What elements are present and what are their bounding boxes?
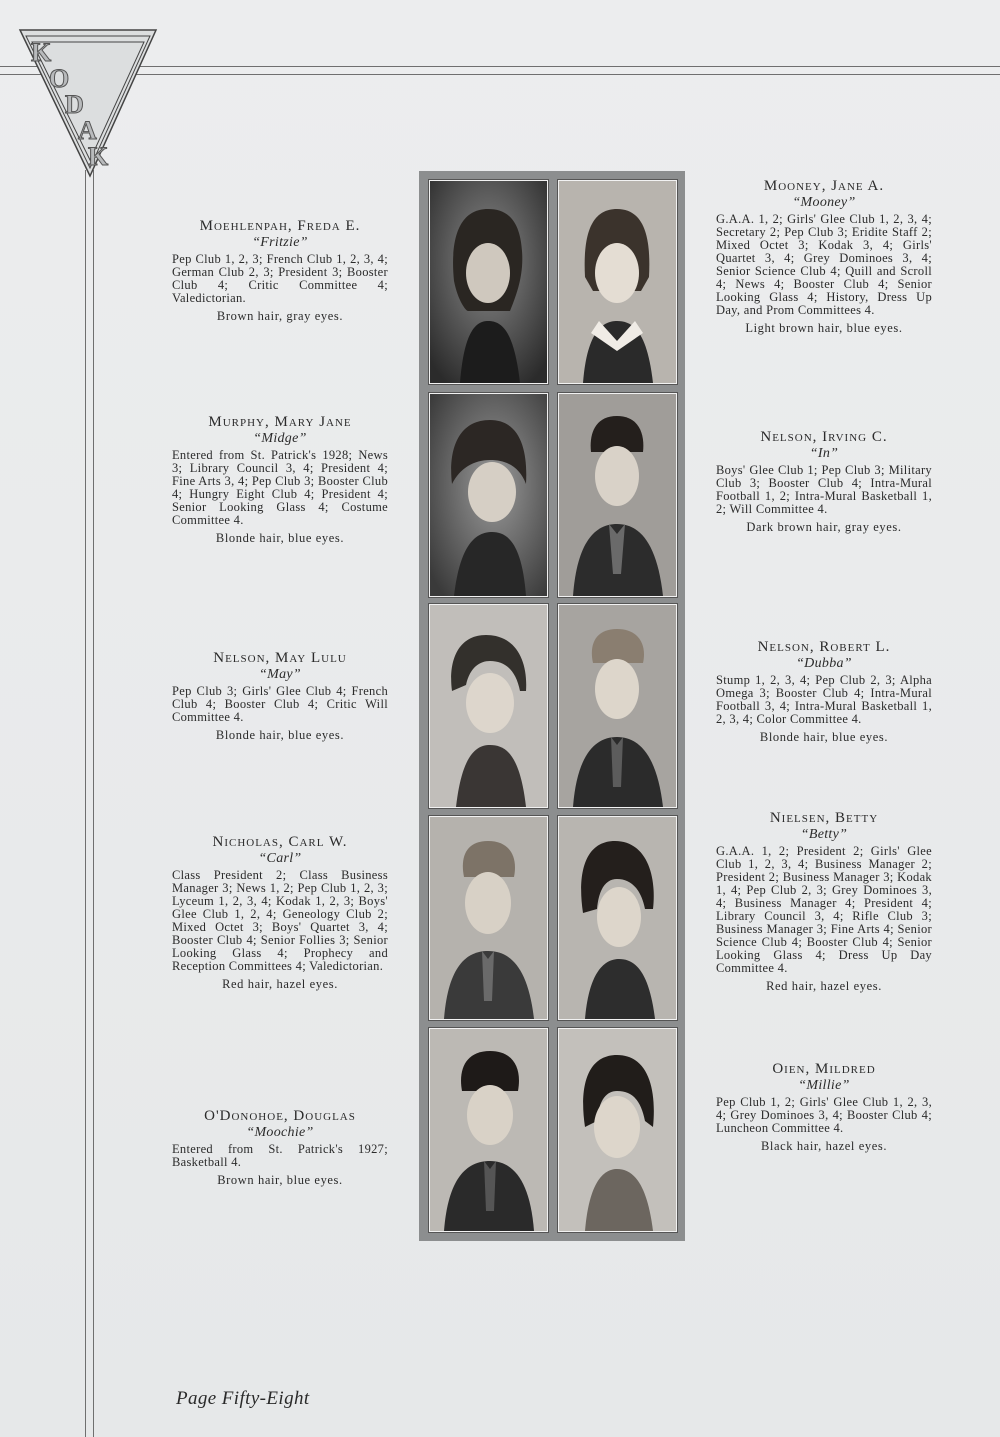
student-name: Oien, Mildred xyxy=(772,1061,876,1077)
page-number: Page Fifty-Eight xyxy=(176,1388,310,1409)
portrait-nelson-robert xyxy=(558,604,677,808)
student-nickname: “May” xyxy=(259,667,301,682)
student-activities: Entered from St. Patrick's 1927; Basketball 4. xyxy=(172,1142,388,1169)
portrait-image xyxy=(559,817,676,1019)
portrait-murphy xyxy=(429,393,548,597)
portrait-image xyxy=(559,605,676,807)
student-name: Mooney, Jane A. xyxy=(763,178,885,194)
portrait-odonohoe xyxy=(429,1028,548,1232)
student-name: O'Donohoe, Douglas xyxy=(204,1108,356,1124)
student-nickname: “Mooney” xyxy=(792,195,856,210)
logo-letter-a: A xyxy=(78,116,97,145)
portrait-nicholas xyxy=(429,816,548,1020)
portrait-moehlenpah xyxy=(429,180,548,384)
portrait-image xyxy=(559,181,676,383)
student-activities: Pep Club 3; Girls' Glee Club 4; French Club 4; Booster Club 4; Critic Will Committee 4. xyxy=(172,684,388,724)
student-nickname: “Millie” xyxy=(798,1078,850,1093)
portrait-image xyxy=(430,817,547,1019)
portrait-image xyxy=(430,394,547,596)
portrait-nelson-irving xyxy=(558,393,677,597)
student-activities: G.A.A. 1, 2; Girls' Glee Club 1, 2, 3, 4; Secretary 2; Pep Club 3; Eridite Staff 2; Mixed Octet 3; Kodak 3, 4; Girls' Quartet 3, 4; Grey Dominoes 3, 4; Senior Science Club 4; Quill and Scroll 4; News 4; Booster Club 4; Senior Looking Glass 4; History, Dress Up Day, and Prom Committees 4. xyxy=(716,212,932,317)
left-border-line-2 xyxy=(93,170,94,1437)
student-activities: Boys' Glee Club 1; Pep Club 3; Military Club 3; Booster Club 4; Intra-Mural Football 1, 2; Intra-Mural Basketball 1, 2; Will Committee 4. xyxy=(716,463,932,516)
logo-letter-o: O xyxy=(49,64,70,93)
student-nickname: “Fritzie” xyxy=(252,235,308,250)
student-description: Red hair, hazel eyes. xyxy=(222,977,338,991)
student-description: Red hair, hazel eyes. xyxy=(766,979,882,993)
logo-letter-k2: K xyxy=(88,142,109,171)
student-nickname: “In” xyxy=(809,446,839,461)
portrait-image xyxy=(430,1029,547,1231)
portrait-image xyxy=(430,181,547,383)
student-entry-mooney xyxy=(716,178,932,335)
student-entry-odonohoe xyxy=(172,1108,388,1187)
student-description: Brown hair, blue eyes. xyxy=(217,1173,343,1187)
portrait-oien xyxy=(558,1028,677,1232)
student-nickname: “Betty” xyxy=(800,827,848,842)
student-description: Blonde hair, blue eyes. xyxy=(215,728,345,742)
student-entry-nielsen xyxy=(716,810,932,993)
student-entry-nelson-irving xyxy=(716,429,932,534)
student-description: Light brown hair, blue eyes. xyxy=(745,321,903,335)
portrait-nelson-may xyxy=(429,604,548,808)
student-description: Dark brown hair, gray eyes. xyxy=(746,520,902,534)
logo-letter-k1: K xyxy=(31,38,52,67)
portrait-mooney xyxy=(558,180,677,384)
student-name: Murphy, Mary Jane xyxy=(208,414,352,430)
student-activities: Pep Club 1, 2, 3; French Club 1, 2, 3, 4; German Club 2, 3; President 3; Booster Club 4; Critic Committee 4; Valedictorian. xyxy=(172,252,388,305)
student-entry-nicholas xyxy=(172,834,388,991)
student-name: Nelson, Irving C. xyxy=(760,429,888,445)
student-description: Black hair, hazel eyes. xyxy=(760,1139,888,1153)
student-entry-moehlenpah xyxy=(172,218,388,323)
student-name: Nelson, May Lulu xyxy=(213,650,347,666)
left-border-line xyxy=(85,170,86,1437)
student-activities: Class President 2; Class Business Manager 3; News 1, 2; Pep Club 1, 2, 3; Lyceum 1, 2, 3, 4; Kodak 1, 2, 3; Boys' Glee Club 1, 2, 4; Geneology Club 2; Mixed Octet 3; Boys' Quartet 3, 4; Booster Club 4; Senior Follies 3; Senior Looking Glass 4; Prophecy and Reception Committees 4; Valedictorian. xyxy=(172,868,388,973)
student-nickname: “Carl” xyxy=(258,851,302,866)
student-name: Nelson, Robert L. xyxy=(757,639,891,655)
student-name: Nielsen, Betty xyxy=(769,810,879,826)
student-nickname: “Midge” xyxy=(253,431,307,446)
student-nickname: “Dubba” xyxy=(796,656,852,671)
student-activities: G.A.A. 1, 2; President 2; Girls' Glee Club 1, 2, 3, 4; Business Manager 2; President 2; Business Manager 3; Kodak 1, 4; Pep Club 2, 3; Grey Dominoes 3, 4; Business Manager 4; President 4; Library Council 3, 4; Rifle Club 3; Business Manager 3; Fine Arts 4; Senior Science Club 4; Booster Club 4; Senior Looking Glass 4; Dress Up Day Committee 4. xyxy=(716,844,932,975)
student-activities: Entered from St. Patrick's 1928; News 3; Library Council 3, 4; President 4; Fine Arts 3, 4; Pep Club 3; Booster Club 4; Hungry Eight Club 4; President 4; Senior Looking Glass 4; Costume Committee 4. xyxy=(172,448,388,527)
student-entry-oien xyxy=(716,1061,932,1153)
student-entry-murphy xyxy=(172,414,388,545)
student-activities: Pep Club 1, 2; Girls' Glee Club 1, 2, 3, 4; Grey Dominoes 3, 4; Booster Club 4; Luncheon Committee 4. xyxy=(716,1095,932,1135)
portrait-panel xyxy=(419,171,685,1241)
portrait-image xyxy=(430,605,547,807)
portrait-image xyxy=(559,1029,676,1231)
student-entry-nelson-may xyxy=(172,650,388,742)
student-description: Blonde hair, blue eyes. xyxy=(759,730,889,744)
kodak-logo xyxy=(16,16,166,181)
student-description: Blonde hair, blue eyes. xyxy=(215,531,345,545)
student-name: Nicholas, Carl W. xyxy=(212,834,348,850)
logo-letter-d: D xyxy=(65,90,84,119)
student-name: Moehlenpah, Freda E. xyxy=(199,218,361,234)
student-description: Brown hair, gray eyes. xyxy=(216,309,344,323)
portrait-nielsen xyxy=(558,816,677,1020)
portrait-image xyxy=(559,394,676,596)
student-activities: Stump 1, 2, 3, 4; Pep Club 2, 3; Alpha Omega 3; Booster Club 4; Intra-Mural Football 3, 4; Intra-Mural Basketball 1, 2, 3, 4; Color Committee 4. xyxy=(716,673,932,726)
student-nickname: “Moochie” xyxy=(246,1125,314,1140)
student-entry-nelson-robert xyxy=(716,639,932,744)
